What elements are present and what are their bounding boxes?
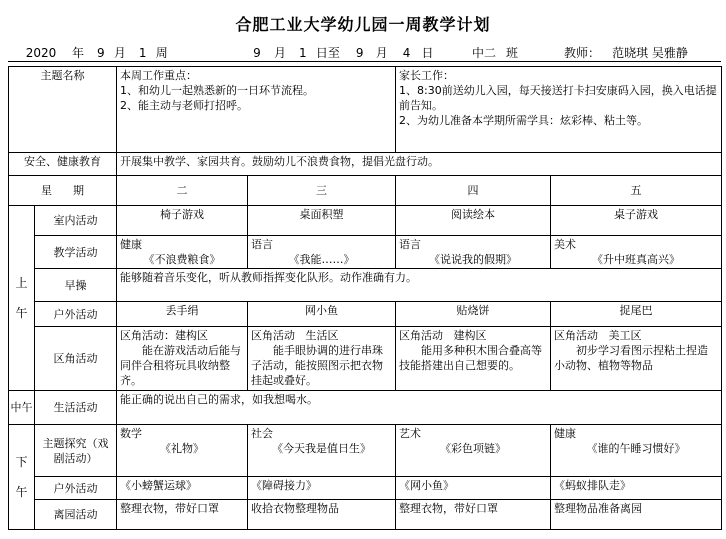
to-day: 4 — [392, 46, 422, 62]
indoor-cell: 阅读绘本 — [396, 206, 551, 236]
morning-section: 上 午 — [9, 206, 35, 391]
life-text: 能正确的说出自己的需求，如我想喝水。 — [117, 391, 722, 425]
header-divider — [8, 61, 721, 62]
outdoor-cell: 捉尾巴 — [551, 302, 722, 327]
year-value: 2020 — [10, 46, 72, 62]
weekday-label: 星 期 — [9, 176, 117, 206]
class-name: 中二 — [462, 46, 506, 62]
teaching-topic: 《不浪费粮食》 — [143, 253, 221, 266]
outdoor-row — [9, 302, 722, 327]
leave-cell: 整理物品准备离园 — [551, 500, 722, 530]
teacher-label: 教师： — [564, 46, 601, 60]
explore-topic: 《谁的午睡习惯好》 — [586, 442, 686, 455]
to-month: 9 — [344, 46, 376, 62]
teaching-subject: 美术 — [554, 238, 576, 251]
week-value: 1 — [130, 46, 156, 62]
theme-label: 主题名称 — [9, 67, 117, 153]
explore-topic: 《彩色项链》 — [440, 442, 506, 455]
corner-area: 区角活动 美工区 — [554, 329, 642, 342]
teaching-subject: 健康 — [120, 238, 142, 251]
outdoor-pm-row — [9, 477, 722, 500]
to-day-suffix: 日 — [421, 46, 434, 60]
focus-item: 1、和幼儿一起熟悉新的一日环节流程。 — [120, 84, 314, 97]
leave-cell: 整理衣物，带好口罩 — [117, 500, 248, 530]
exercise-label: 早操 — [35, 269, 117, 302]
weekly-plan-table — [8, 66, 722, 530]
focus-item: 2、能主动与老师打招呼。 — [120, 99, 248, 112]
parent-cell — [396, 67, 722, 153]
explore-label: 主题探究（戏剧活动） — [35, 425, 117, 477]
teacher-info — [564, 44, 700, 62]
corner-cell — [396, 327, 551, 391]
date-range — [240, 44, 434, 62]
explore-subject: 数学 — [120, 427, 142, 440]
noon-section: 中午 — [9, 391, 35, 425]
to-month-suffix: 月 — [375, 46, 388, 60]
corner-area: 区角活动 生活区 — [251, 329, 339, 342]
life-label: 生活活动 — [35, 391, 117, 425]
focus-cell — [117, 67, 396, 153]
outdoor-pm-cell: 《蚂蚁排队走》 — [551, 477, 722, 500]
explore-cell — [248, 425, 396, 477]
weekday-header-row — [9, 176, 722, 206]
outdoor-label: 户外活动 — [35, 302, 117, 327]
corner-desc: 能手眼协调的进行串珠子活动，能按照图示把衣物挂起或叠好。 — [251, 344, 383, 387]
teacher-names: 范晓琪 吴雅静 — [600, 46, 700, 62]
corner-cell — [551, 327, 722, 391]
parent-title: 家长工作： — [399, 69, 454, 82]
safety-label: 安全、健康教育 — [9, 153, 117, 176]
from-day: 1 — [290, 46, 316, 62]
corner-desc: 能在游戏活动后能与同伴合租将玩具收纳整齐。 — [120, 344, 241, 387]
weekday-fri: 五 — [551, 176, 722, 206]
explore-cell — [117, 425, 248, 477]
teaching-topic: 《我能……》 — [288, 253, 355, 266]
outdoor-cell: 贴烧饼 — [396, 302, 551, 327]
corner-cell — [117, 327, 248, 391]
year-suffix: 年 — [72, 46, 85, 60]
explore-row — [9, 425, 722, 477]
parent-item: 1、8:30前送幼儿入园，每天接送打卡扫安康码入园，换入电话提前告知。 — [399, 84, 717, 112]
from-month-suffix: 月 — [274, 46, 287, 60]
teaching-cell — [248, 236, 396, 269]
from-month: 9 — [240, 46, 274, 62]
weekday-wed: 三 — [248, 176, 396, 206]
indoor-row — [9, 206, 722, 236]
corner-area: 区角活动：建构区 — [120, 329, 208, 342]
explore-topic: 《今天我是值日生》 — [272, 442, 371, 455]
class-info — [462, 44, 518, 62]
indoor-cell: 桌子游戏 — [551, 206, 722, 236]
week-info — [10, 44, 168, 62]
corner-area: 区角活动 建构区 — [399, 329, 487, 342]
corner-desc: 初步学习看图示捏粘土捏造小动物、植物等物品 — [554, 344, 708, 372]
explore-topic: 《礼物》 — [160, 442, 204, 455]
explore-subject: 社会 — [251, 427, 273, 440]
teaching-subject: 语言 — [399, 238, 421, 251]
safety-text: 开展集中教学、家园共育。鼓励幼儿不浪费食物，提倡光盘行动。 — [117, 153, 722, 176]
month-value: 9 — [88, 46, 114, 62]
exercise-text: 能够随着音乐变化，听从教师指挥变化队形。动作准确有力。 — [117, 269, 722, 302]
life-row — [9, 391, 722, 425]
teaching-cell — [551, 236, 722, 269]
leave-label: 离园活动 — [35, 500, 117, 530]
parent-item: 2、为幼儿准备本学期所需学具：炫彩棒、粘土等。 — [399, 114, 648, 127]
teaching-topic: 《说说我的假期》 — [429, 253, 517, 266]
focus-title: 本周工作重点： — [120, 69, 197, 82]
teaching-label: 教学活动 — [35, 236, 117, 269]
indoor-cell: 桌面积塑 — [248, 206, 396, 236]
teaching-cell — [117, 236, 248, 269]
safety-row — [9, 153, 722, 176]
outdoor-cell: 丢手绢 — [117, 302, 248, 327]
explore-cell — [396, 425, 551, 477]
explore-cell — [551, 425, 722, 477]
outdoor-cell: 网小鱼 — [248, 302, 396, 327]
explore-subject: 健康 — [554, 427, 576, 440]
corner-label: 区角活动 — [35, 327, 117, 391]
teaching-topic: 《升中班真高兴》 — [592, 253, 680, 266]
teaching-row — [9, 236, 722, 269]
outdoor-pm-cell: 《网小鱼》 — [396, 477, 551, 500]
month-suffix: 月 — [113, 46, 126, 60]
leave-cell: 收拾衣物整理物品 — [248, 500, 396, 530]
explore-subject: 艺术 — [399, 427, 421, 440]
weekday-tue: 二 — [117, 176, 248, 206]
teaching-subject: 语言 — [251, 238, 273, 251]
afternoon-section: 下 午 — [9, 425, 35, 530]
exercise-row — [9, 269, 722, 302]
outdoor-pm-cell: 《障碍接力》 — [248, 477, 396, 500]
weekday-thu: 四 — [396, 176, 551, 206]
outdoor-pm-cell: 《小螃蟹运球》 — [117, 477, 248, 500]
leave-row — [9, 500, 722, 530]
week-suffix: 周 — [155, 46, 168, 60]
teaching-cell — [396, 236, 551, 269]
corner-desc: 能用多种积木围合叠高等技能搭建出自己想要的。 — [399, 344, 542, 372]
page-title: 合肥工业大学幼儿园一周教学计划 — [235, 15, 491, 34]
leave-cell: 整理衣物，带好口罩 — [396, 500, 551, 530]
to-word: 日至 — [315, 46, 340, 60]
theme-row — [9, 67, 722, 153]
outdoor-pm-label: 户外活动 — [35, 477, 117, 500]
corner-row — [9, 327, 722, 391]
class-suffix: 班 — [506, 46, 519, 60]
indoor-cell: 椅子游戏 — [117, 206, 248, 236]
corner-cell — [248, 327, 396, 391]
indoor-label: 室内活动 — [35, 206, 117, 236]
